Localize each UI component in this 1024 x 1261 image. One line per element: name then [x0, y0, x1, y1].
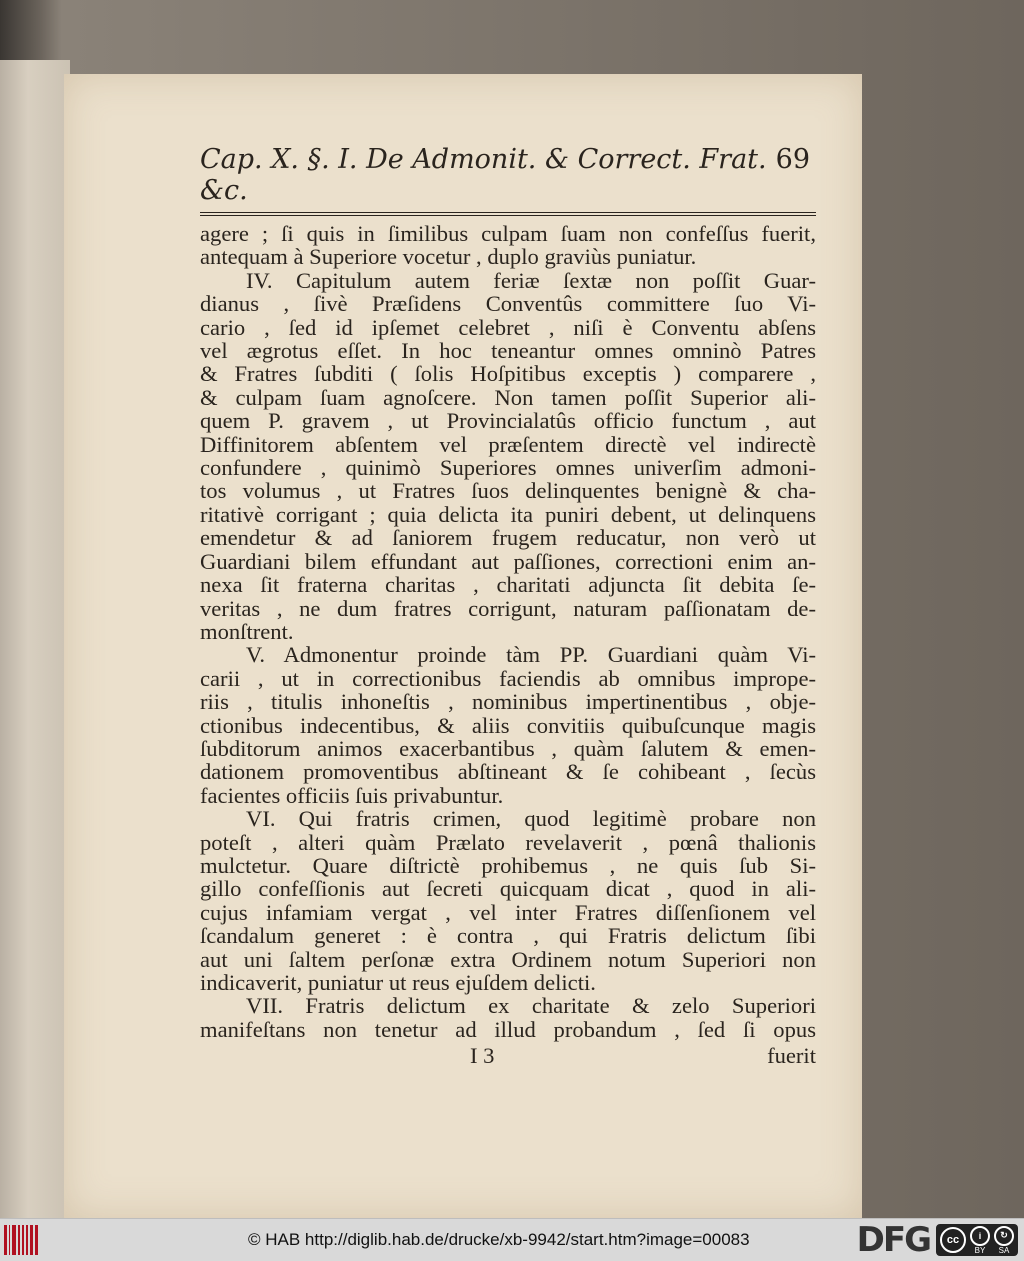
- by-label: BY: [974, 1245, 986, 1255]
- text-line: monſtrent.: [200, 618, 294, 644]
- text-line: gillo confeſſionis aut ſecreti quicquam dicat , quod in ali-: [200, 876, 816, 902]
- text-line: ctionibus indecentibus, & aliis convitiis quibuſcunque magis: [200, 712, 816, 738]
- text-line: V. Admonentur proinde tàm PP. Guardiani quàm Vi-: [246, 642, 816, 668]
- text-line: Diffinitorem abſentem vel præſentem directè vel indirectè: [200, 431, 816, 457]
- text-line: VI. Qui fratris crimen, quod legitimè probare non: [246, 806, 816, 832]
- text-line: cario , ſed id ipſemet celebret , niſi è Conventu abſens: [200, 314, 816, 340]
- text-line: & Fratres ſubditi ( ſolis Hoſpitibus exceptis ) comparere ,: [200, 361, 816, 387]
- page-footer: [200, 1043, 816, 1069]
- catchword: fuerit: [767, 1043, 816, 1069]
- text-line: emendetur & ad ſaniorem frugem reducatur, non verò ut: [200, 525, 816, 551]
- previous-page-edge: [0, 60, 70, 1218]
- text-line: quem P. gravem , ut Provincialatûs officio functum , aut: [200, 408, 816, 434]
- text-line: manifeſtans non tenetur ad illud probandum , ſed ſi opus: [200, 1016, 816, 1042]
- text-line: ſcandalum generet : è contra , qui Fratris delictum ſibi: [200, 923, 816, 949]
- text-line: cujus infamiam vergat , vel inter Fratres diſſenſionem vel: [200, 899, 816, 925]
- text-line: dianus , ſivè Præſidens Conventûs committere ſuo Vi-: [200, 291, 816, 317]
- sa-icon: ↻: [994, 1226, 1014, 1246]
- cc-license-badge[interactable]: [936, 1224, 1018, 1256]
- running-header: [200, 144, 816, 212]
- text-line: agere ; ſi quis in ſimilibus culpam ſuam non confeſſus fuerit,: [200, 221, 816, 246]
- running-title: Cap. X. §. I. De Admonit. & Correct. Frat. &c.: [200, 144, 767, 206]
- book-page: [64, 74, 862, 1218]
- text-line: Guardiani bilem effundant aut paſſiones, correctioni enim an-: [200, 548, 816, 574]
- text-line: VII. Fratris delictum ex charitate & zelo Superiori: [246, 993, 816, 1019]
- text-line: confundere , quinimò Superiores omnes univerſim admoni-: [200, 455, 816, 481]
- page-number: 69: [775, 144, 810, 175]
- logos: [857, 1220, 1018, 1260]
- text-line: aut uni ſaltem perſonæ extra Ordinem notum Superiori non: [200, 946, 816, 972]
- text-line: vel ægrotus eſſet. In hoc teneantur omnes omninò Patres: [200, 338, 816, 364]
- text-line: nexa ſit fraterna charitas , charitati adjuncta ſit debita ſe-: [200, 572, 816, 598]
- text-line: mulctetur. Quare diſtrictè prohibemus , ne quis ſub Si-: [200, 852, 816, 878]
- barcode-icon: [4, 1225, 38, 1255]
- text-line: tos volumus , ut Fratres ſuos delinquentes benignè & cha-: [200, 478, 816, 504]
- text-line: carii , ut in correctionibus faciendis ab omnibus imprope-: [200, 665, 816, 691]
- sa-label: SA: [998, 1245, 1010, 1255]
- text-line: poteſt , alteri quàm Prælato revelaverit , pœnâ thalionis: [200, 829, 816, 855]
- text-line: IV. Capitulum autem feriæ ſextæ non poſſit Guar-: [246, 267, 816, 293]
- viewer-bottom-bar: [0, 1218, 1024, 1261]
- page-content: [200, 144, 816, 1069]
- text-line: antequam à Superiore vocetur , duplo graviùs puniatur.: [200, 244, 697, 270]
- text-line: ritativè corrigant ; quia delicta ita puniri debent, ut delinquens: [200, 501, 816, 527]
- text-line: indicaverit, puniatur ut reus ejuſdem delicti.: [200, 970, 596, 995]
- body-text: [200, 222, 816, 1041]
- text-line: & culpam ſuam agnoſcere. Non tamen poſſit Superior ali-: [200, 384, 816, 410]
- cc-icon: cc: [940, 1227, 966, 1253]
- dfg-logo: DFG: [856, 1220, 930, 1260]
- text-line: riis , titulis inhoneſtis , nominibus impertinentibus , obje-: [200, 689, 816, 715]
- text-line: veritas , ne dum fratres corrigunt, naturam paſſionatam de-: [200, 595, 816, 621]
- text-line: ſubditorum animos exacerbantibus , quàm ſalutem & emen-: [200, 735, 816, 761]
- citation-link[interactable]: © HAB http://diglib.hab.de/drucke/xb-9942/start.htm?image=00083: [248, 1230, 750, 1249]
- header-rule: [200, 212, 816, 216]
- by-icon: i: [970, 1226, 990, 1246]
- text-line: dationem promoventibus abſtineant & ſe cohibeant , ſecùs: [200, 759, 816, 785]
- signature-mark: I 3: [470, 1043, 495, 1069]
- text-line: facientes officiis ſuis privabuntur.: [200, 782, 504, 808]
